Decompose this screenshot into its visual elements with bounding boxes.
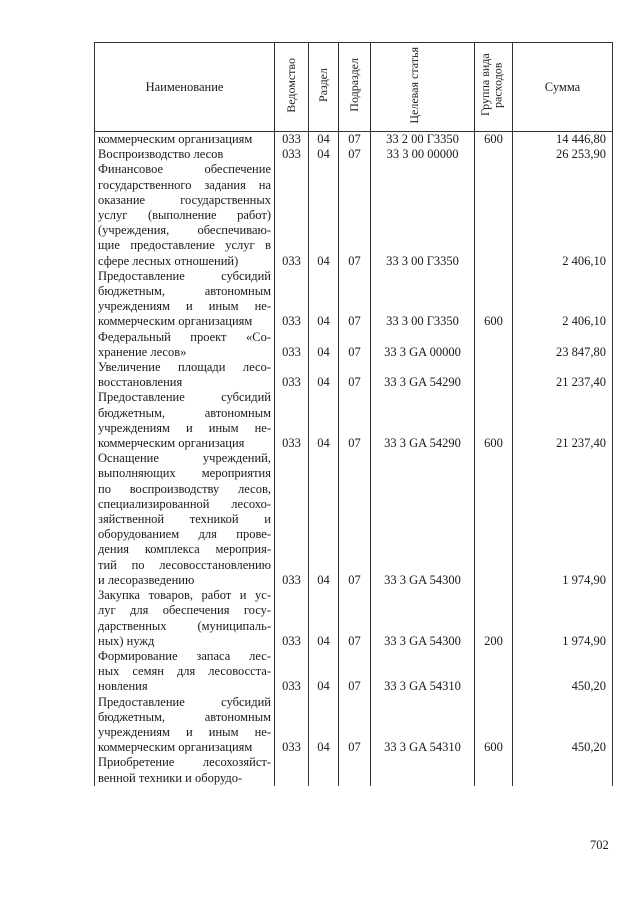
row-name-line: бюджетным, автономным bbox=[98, 284, 271, 299]
table-row bbox=[95, 588, 613, 649]
row-department bbox=[275, 755, 309, 785]
row-sum: 2 406,10 bbox=[513, 162, 613, 268]
row-department: 033 bbox=[275, 132, 309, 148]
row-department: 033 bbox=[275, 147, 309, 162]
table-header bbox=[95, 43, 613, 132]
row-target-article: 33 3 00 Г3350 bbox=[371, 269, 475, 330]
row-name bbox=[95, 147, 275, 162]
row-name-line: и лесоразведению bbox=[98, 572, 195, 587]
table-row bbox=[95, 132, 613, 148]
row-name-line: Предоставление субсидий bbox=[98, 694, 271, 709]
row-name-line: выполняющих мероприятия bbox=[98, 466, 271, 481]
row-name-line: ных) нужд bbox=[98, 633, 155, 648]
row-target-article: 33 3 GA 54290 bbox=[371, 390, 475, 451]
row-name-line: по воспроизводству лесов, bbox=[98, 481, 271, 496]
row-name-line: восстановления bbox=[98, 375, 183, 390]
row-name-line: Финансовое обеспечение bbox=[98, 162, 271, 177]
row-subsection: 07 bbox=[339, 269, 371, 330]
row-section: 04 bbox=[309, 269, 339, 330]
table-row bbox=[95, 755, 613, 785]
row-expense-group bbox=[475, 162, 513, 268]
row-subsection: 07 bbox=[339, 588, 371, 649]
row-name-line: бюджетным, автономным bbox=[98, 405, 271, 420]
row-name bbox=[95, 360, 275, 390]
header-expense-group: Группа вида расходов bbox=[475, 43, 513, 132]
row-name-line: коммерческим организациям bbox=[98, 740, 253, 755]
row-subsection: 07 bbox=[339, 695, 371, 756]
row-subsection: 07 bbox=[339, 330, 371, 360]
row-sum: 21 237,40 bbox=[513, 360, 613, 390]
row-target-article: 33 3 GA 54310 bbox=[371, 649, 475, 695]
row-name-line: хранение лесов» bbox=[98, 344, 187, 359]
header-name: Наименование bbox=[95, 43, 275, 132]
row-section: 04 bbox=[309, 360, 339, 390]
row-target-article: 33 3 GA 54300 bbox=[371, 451, 475, 588]
row-sum: 2 406,10 bbox=[513, 269, 613, 330]
row-name bbox=[95, 162, 275, 268]
row-target-article bbox=[371, 755, 475, 785]
row-name bbox=[95, 132, 275, 148]
row-section: 04 bbox=[309, 588, 339, 649]
table-row bbox=[95, 269, 613, 330]
row-target-article: 33 3 GA 54310 bbox=[371, 695, 475, 756]
row-department: 033 bbox=[275, 360, 309, 390]
row-section: 04 bbox=[309, 147, 339, 162]
header-sum: Сумма bbox=[513, 43, 613, 132]
row-name-line: оказание государственных bbox=[98, 192, 271, 207]
row-name bbox=[95, 330, 275, 360]
row-sum: 14 446,80 bbox=[513, 132, 613, 148]
header-subsection: Подраздел bbox=[339, 43, 371, 132]
row-name-line: луг для обеспечения госу- bbox=[98, 603, 271, 618]
table-row bbox=[95, 390, 613, 451]
row-expense-group bbox=[475, 330, 513, 360]
row-department: 033 bbox=[275, 390, 309, 451]
header-department: Ведомство bbox=[275, 43, 309, 132]
row-subsection: 07 bbox=[339, 360, 371, 390]
row-expense-group: 600 bbox=[475, 132, 513, 148]
row-name-line: сфере лесных отношений) bbox=[98, 253, 239, 268]
row-section: 04 bbox=[309, 162, 339, 268]
table-row bbox=[95, 451, 613, 588]
row-department: 033 bbox=[275, 269, 309, 330]
row-target-article: 33 3 GA 54290 bbox=[371, 360, 475, 390]
row-name-line: учреждениям и иным не- bbox=[98, 724, 271, 739]
row-subsection bbox=[339, 755, 371, 785]
row-name-line: коммерческим организация bbox=[98, 436, 245, 451]
row-expense-group bbox=[475, 147, 513, 162]
row-subsection: 07 bbox=[339, 649, 371, 695]
row-expense-group bbox=[475, 649, 513, 695]
row-name-line: бюджетным, автономным bbox=[98, 709, 271, 724]
row-subsection: 07 bbox=[339, 162, 371, 268]
row-sum: 1 974,90 bbox=[513, 588, 613, 649]
row-sum bbox=[513, 755, 613, 785]
row-sum: 21 237,40 bbox=[513, 390, 613, 451]
row-expense-group: 600 bbox=[475, 390, 513, 451]
row-expense-group bbox=[475, 451, 513, 588]
row-sum: 26 253,90 bbox=[513, 147, 613, 162]
row-expense-group: 200 bbox=[475, 588, 513, 649]
row-section: 04 bbox=[309, 649, 339, 695]
row-section: 04 bbox=[309, 695, 339, 756]
row-name-line: тий по лесовосстановлению bbox=[98, 557, 271, 572]
row-section: 04 bbox=[309, 132, 339, 148]
row-name bbox=[95, 588, 275, 649]
row-name bbox=[95, 649, 275, 695]
row-name-line: оборудованием для прове- bbox=[98, 527, 271, 542]
row-name bbox=[95, 269, 275, 330]
row-name bbox=[95, 695, 275, 756]
row-name bbox=[95, 390, 275, 451]
budget-table bbox=[94, 42, 613, 786]
row-target-article: 33 3 00 00000 bbox=[371, 147, 475, 162]
header-target-article: Целевая статья bbox=[371, 43, 475, 132]
row-sum: 1 974,90 bbox=[513, 451, 613, 588]
row-subsection: 07 bbox=[339, 147, 371, 162]
row-name-line: ных семян для лесовосста- bbox=[98, 664, 271, 679]
table-row bbox=[95, 360, 613, 390]
row-name-line: Предоставление субсидий bbox=[98, 268, 271, 283]
table-body bbox=[95, 132, 613, 786]
row-name bbox=[95, 451, 275, 588]
row-section: 04 bbox=[309, 390, 339, 451]
row-name-line: Воспроизводство лесов bbox=[98, 147, 224, 162]
row-section bbox=[309, 755, 339, 785]
page-number: 702 bbox=[590, 838, 609, 852]
table-row bbox=[95, 147, 613, 162]
table-row bbox=[95, 330, 613, 360]
row-name-line: Предоставление субсидий bbox=[98, 390, 271, 405]
row-name-line: учреждениям и иным не- bbox=[98, 420, 271, 435]
row-name-line: щие предоставление услуг в bbox=[98, 238, 271, 253]
row-target-article: 33 3 GA 00000 bbox=[371, 330, 475, 360]
row-name-line: услуг (выполнение работ) bbox=[98, 208, 271, 223]
header-section: Раздел bbox=[309, 43, 339, 132]
row-name-line: (учреждения, обеспечиваю- bbox=[98, 223, 271, 238]
row-subsection: 07 bbox=[339, 390, 371, 451]
table-row bbox=[95, 162, 613, 268]
row-name-line: Закупка товаров, работ и ус- bbox=[98, 588, 271, 603]
row-name-line: специализированной лесохо- bbox=[98, 496, 271, 511]
row-subsection: 07 bbox=[339, 451, 371, 588]
row-name-line: Приобретение лесохозяйст- bbox=[98, 755, 271, 770]
row-name-line: государственного задания на bbox=[98, 177, 271, 192]
row-name-line: Увеличение площади лесо- bbox=[98, 360, 271, 375]
row-department: 033 bbox=[275, 162, 309, 268]
row-name-line: новления bbox=[98, 679, 148, 694]
row-sum: 450,20 bbox=[513, 695, 613, 756]
row-expense-group: 600 bbox=[475, 269, 513, 330]
table-row bbox=[95, 649, 613, 695]
row-department: 033 bbox=[275, 588, 309, 649]
row-expense-group bbox=[475, 360, 513, 390]
row-name-line: дения комплекса мероприя- bbox=[98, 542, 271, 557]
row-name-line: коммерческим организациям bbox=[98, 314, 253, 329]
row-sum: 23 847,80 bbox=[513, 330, 613, 360]
row-department: 033 bbox=[275, 649, 309, 695]
row-name bbox=[95, 755, 275, 785]
row-section: 04 bbox=[309, 330, 339, 360]
row-department: 033 bbox=[275, 695, 309, 756]
row-target-article: 33 3 GA 54300 bbox=[371, 588, 475, 649]
row-expense-group bbox=[475, 755, 513, 785]
row-department: 033 bbox=[275, 451, 309, 588]
row-name-line: Федеральный проект «Со- bbox=[98, 329, 271, 344]
table-row bbox=[95, 695, 613, 756]
row-name-line: учреждениям и иным не- bbox=[98, 299, 271, 314]
row-name-line: Оснащение учреждений, bbox=[98, 451, 271, 466]
row-sum: 450,20 bbox=[513, 649, 613, 695]
row-name-line: Формирование запаса лес- bbox=[98, 648, 271, 663]
row-subsection: 07 bbox=[339, 132, 371, 148]
row-name-line: венной техники и оборудо- bbox=[98, 770, 243, 785]
row-name-line: зяйственной техникой и bbox=[98, 512, 271, 527]
row-name-line: дарственных (муниципаль- bbox=[98, 618, 271, 633]
row-target-article: 33 2 00 Г3350 bbox=[371, 132, 475, 148]
row-name-line: коммерческим организациям bbox=[98, 132, 253, 146]
row-section: 04 bbox=[309, 451, 339, 588]
row-expense-group: 600 bbox=[475, 695, 513, 756]
row-department: 033 bbox=[275, 330, 309, 360]
row-target-article: 33 3 00 Г3350 bbox=[371, 162, 475, 268]
